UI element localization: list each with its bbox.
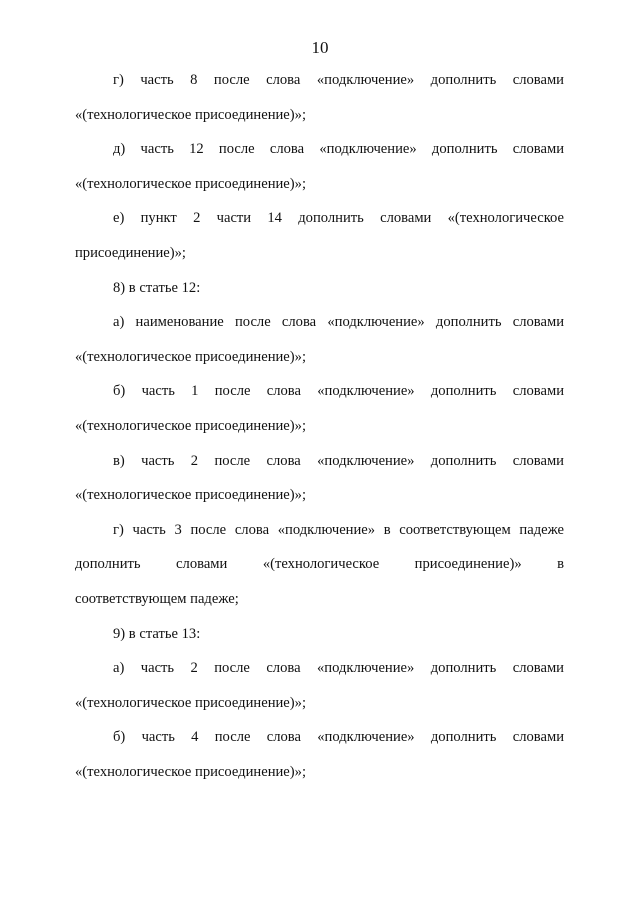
paragraph-line: дополнить словами «(технологическое присоединение)» в <box>75 556 564 573</box>
paragraph-line: б) часть 1 после слова «подключение» дополнить словами <box>113 383 564 400</box>
paragraph-line: д) часть 12 после слова «подключение» дополнить словами <box>113 141 564 158</box>
paragraph-line: б) часть 4 после слова «подключение» дополнить словами <box>113 729 564 746</box>
paragraph-8-article-12 <box>75 271 564 306</box>
paragraph-b-part-1 <box>75 374 564 443</box>
paragraph-line: «(технологическое присоединение)»; <box>75 175 306 192</box>
paragraph-line: а) наименование после слова «подключение» дополнить словами <box>113 314 564 331</box>
paragraph-line: е) пункт 2 части 14 дополнить словами «(технологическое <box>113 210 564 227</box>
paragraph-g-part-8 <box>75 63 564 132</box>
paragraph-line: в) часть 2 после слова «подключение» дополнить словами <box>113 452 564 469</box>
paragraph-v-part-2 <box>75 444 564 513</box>
paragraph-b-part-4 <box>75 720 564 789</box>
paragraph-d-part-12 <box>75 132 564 201</box>
paragraph-line: соответствующем падеже; <box>75 590 239 607</box>
paragraph-e-point-2 <box>75 201 564 270</box>
paragraph-line: г) часть 8 после слова «подключение» дополнить словами <box>113 72 564 88</box>
page-number: 10 <box>311 38 329 57</box>
paragraph-line: присоединение)»; <box>75 244 186 261</box>
paragraph-9-article-13 <box>75 617 564 652</box>
paragraph-g-part-3 <box>75 513 564 617</box>
paragraph-line: а) часть 2 после слова «подключение» дополнить словами <box>113 660 564 677</box>
paragraph-line: 8) в статье 12: <box>113 279 201 296</box>
paragraph-line: «(технологическое присоединение)»; <box>75 763 306 780</box>
paragraph-line: «(технологическое присоединение)»; <box>75 106 306 123</box>
paragraph-line: «(технологическое присоединение)»; <box>75 417 306 434</box>
paragraph-line: «(технологическое присоединение)»; <box>75 487 306 504</box>
paragraph-a-name <box>75 305 564 374</box>
document-body <box>75 63 564 789</box>
paragraph-a-part-2 <box>75 651 564 720</box>
paragraph-line: г) часть 3 после слова «подключение» в соответствующем падеже <box>113 521 564 538</box>
paragraph-line: «(технологическое присоединение)»; <box>75 694 306 711</box>
paragraph-line: 9) в статье 13: <box>113 625 201 642</box>
paragraph-line: «(технологическое присоединение)»; <box>75 348 306 365</box>
